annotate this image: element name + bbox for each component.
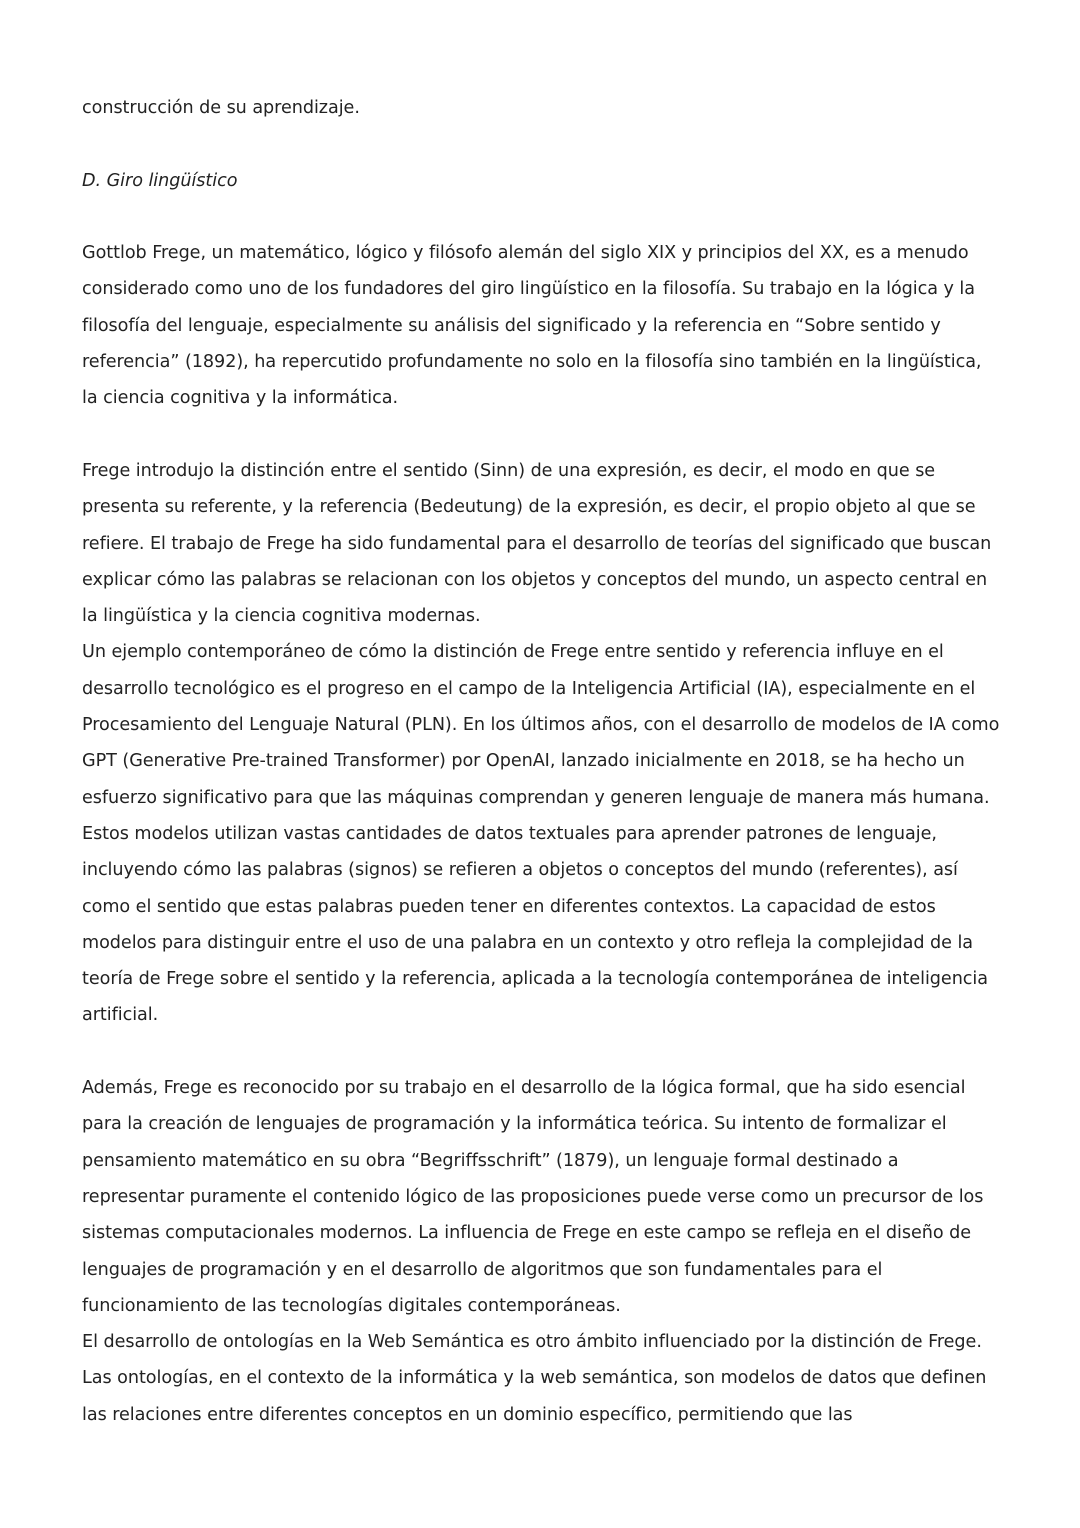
paragraph-continuation: construcción de su aprendizaje. xyxy=(82,98,360,118)
section-heading: D. Giro lingüístico xyxy=(82,170,238,191)
paragraph-sense-reference: Frege introdujo la distinción entre el sentido (Sinn) de una expresión, es decir, el modo en que se presenta su referente, y la referencia (Bedeutung) de la expresión, es decir, el propio objeto al que se refiere. El trabajo de Frege ha sido fundamental para el desarrollo de teorías del significado que buscan explicar cómo las palabras se relacionan con los objetos y conceptos del mundo, un aspecto central en la lingüística y la ciencia cognitiva modernas. xyxy=(82,460,992,627)
paragraph-formal-logic: Además, Frege es reconocido por su trabajo en el desarrollo de la lógica formal, que ha sido esencial para la creación de lenguajes de programación y la informática teórica. Su intento de formalizar el pensamiento matemático en su obra “Begriffsschrift” (1879), un lenguaje formal destinado a representar puramente el contenido lógico de las proposiciones puede verse como un precursor de los sistemas computacionales modernos. La influencia de Frege en este campo se refleja en el diseño de lenguajes de programación y en el desarrollo de algoritmos que son fundamentales para el funcionamiento de las tecnologías digitales contemporáneas. xyxy=(82,1078,984,1316)
paragraph-ontologies: El desarrollo de ontologías en la Web Semántica es otro ámbito influenciado por la distinción de Frege. Las ontologías, en el contexto de la informática y la web semántica, son modelos de datos que definen las relaciones entre diferentes conceptos en un dominio específico, permitiendo que las xyxy=(82,1332,987,1425)
paragraph-frege-intro: Gottlob Frege, un matemático, lógico y filósofo alemán del siglo XIX y principios del XX, es a menudo considerado como uno de los fundadores del giro lingüístico en la filosofía. Su trabajo en la lógica y la filosofía del lenguaje, especialmente su análisis del significado y la referencia en “Sobre sentido y referencia” (1892), ha repercutido profundamente no solo en la filosofía sino también en la lingüística, la ciencia cognitiva y la informática. xyxy=(82,243,982,409)
document-page xyxy=(82,90,1002,1433)
paragraph-ai-example: Un ejemplo contemporáneo de cómo la distinción de Frege entre sentido y referencia influye en el desarrollo tecnológico es el progreso en el campo de la Inteligencia Artificial (IA), especialmente en el Procesamiento del Lenguaje Natural (PLN). En los últimos años, con el desarrollo de modelos de IA como GPT (Generative Pre-trained Transformer) por OpenAI, lanzado inicialmente en 2018, se ha hecho un esfuerzo significativo para que las máquinas comprendan y generen lenguaje de manera más humana. Estos modelos utilizan vastas cantidades de datos textuales para aprender patrones de lenguaje, incluyendo cómo las palabras (signos) se refieren a objetos o conceptos del mundo (referentes), así como el sentido que estas palabras pueden tener en diferentes contextos. La capacidad de estos modelos para distinguir entre el uso de una palabra en un contexto y otro refleja la complejidad de la teoría de Frege sobre el sentido y la referencia, aplicada a la tecnología contemporánea de inteligencia artificial. xyxy=(82,642,1000,1026)
